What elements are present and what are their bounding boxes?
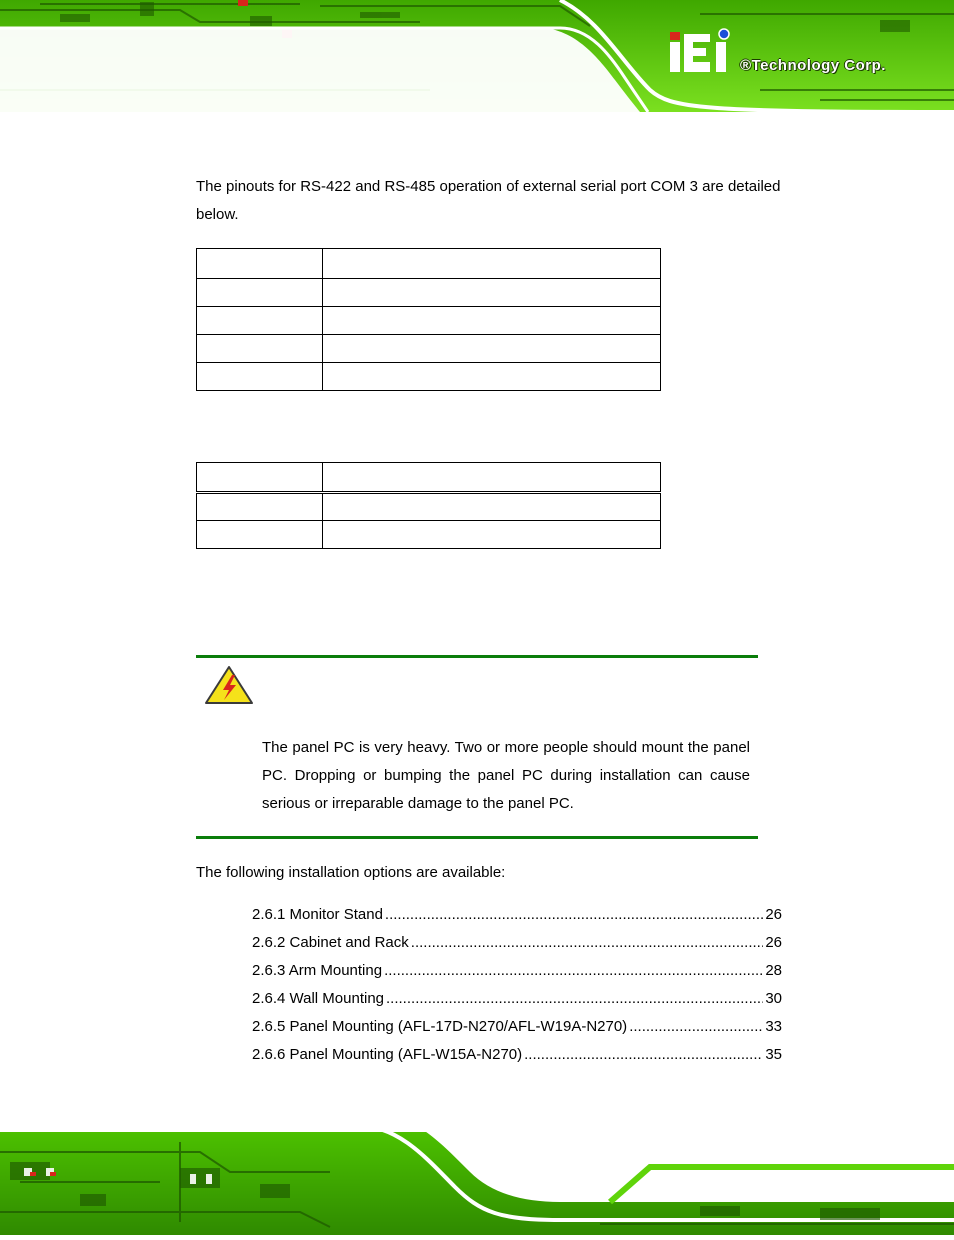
- table-cell: [323, 463, 661, 493]
- table-row: [197, 335, 661, 363]
- footer-banner: [0, 1122, 954, 1235]
- table-cell: [197, 307, 323, 335]
- list-item[interactable]: [252, 990, 782, 1018]
- list-item[interactable]: [252, 906, 782, 934]
- toc-leader: [629, 1018, 763, 1035]
- warning-text: The panel PC is very heavy. Two or more people should mount the panel PC. Dropping or bumping the panel PC during installation can cause serious or irreparable damage to the panel PC.: [262, 739, 750, 812]
- table-cell: [197, 335, 323, 363]
- toc-page: 33: [765, 1018, 782, 1035]
- warning-triangle-icon: [204, 665, 254, 705]
- table-cell: [197, 521, 323, 549]
- table-row: [197, 363, 661, 391]
- toc-leader: [385, 906, 763, 923]
- toc-leader: [384, 962, 763, 979]
- table-row: [197, 279, 661, 307]
- rs485-pinout-table: [196, 462, 661, 549]
- list-item[interactable]: [252, 962, 782, 990]
- table-cell: [323, 249, 661, 279]
- table-row: [197, 521, 661, 549]
- table-cell: [197, 279, 323, 307]
- toc-label: 2.6.3 Arm Mounting: [252, 962, 383, 979]
- table-row: [197, 307, 661, 335]
- options-intro: The following installation options are available:: [196, 864, 506, 881]
- table-cell: [197, 463, 323, 493]
- table-cell: [323, 493, 661, 521]
- toc-label: 2.6.5 Panel Mounting (AFL-17D-N270/AFL-W19A-N270): [252, 1018, 628, 1035]
- intro-paragraph: The pinouts for RS-422 and RS-485 operation of external serial port COM 3 are detailed below.: [196, 178, 781, 223]
- brand-name: ®Technology Corp.: [740, 57, 886, 74]
- toc-page: 35: [765, 1046, 782, 1063]
- toc-label: 2.6.2 Cabinet and Rack: [252, 934, 409, 951]
- table-header-row: [197, 249, 661, 279]
- table-cell: [323, 521, 661, 549]
- installation-options-list: [252, 906, 782, 1074]
- iei-logo-icon: [668, 28, 734, 74]
- list-item[interactable]: [252, 1018, 782, 1046]
- warning-bottom-rule: [196, 836, 758, 839]
- toc-label: 2.6.4 Wall Mounting: [252, 990, 385, 1007]
- toc-page: 26: [765, 934, 782, 951]
- list-item[interactable]: [252, 934, 782, 962]
- pcb-header-art: [0, 0, 954, 112]
- table-cell: [323, 279, 661, 307]
- table-cell: [197, 493, 323, 521]
- table-header-row: [197, 463, 661, 493]
- toc-leader: [386, 990, 763, 1007]
- table-cell: [197, 363, 323, 391]
- table-cell: [323, 335, 661, 363]
- toc-page: 28: [765, 962, 782, 979]
- toc-page: 26: [765, 906, 782, 923]
- list-item[interactable]: [252, 1046, 782, 1074]
- toc-leader: [411, 934, 764, 951]
- toc-page: 30: [765, 990, 782, 1007]
- warning-top-rule: [196, 655, 758, 658]
- header-banner: [0, 0, 954, 112]
- toc-leader: [524, 1046, 763, 1063]
- table-cell: [323, 363, 661, 391]
- table-row: [197, 493, 661, 521]
- toc-label: 2.6.1 Monitor Stand: [252, 906, 383, 923]
- toc-label: 2.6.6 Panel Mounting (AFL-W15A-N270): [252, 1046, 523, 1063]
- table-cell: [323, 307, 661, 335]
- pcb-footer-art: [0, 1122, 954, 1235]
- rs422-pinout-table: [196, 248, 661, 391]
- table-cell: [197, 249, 323, 279]
